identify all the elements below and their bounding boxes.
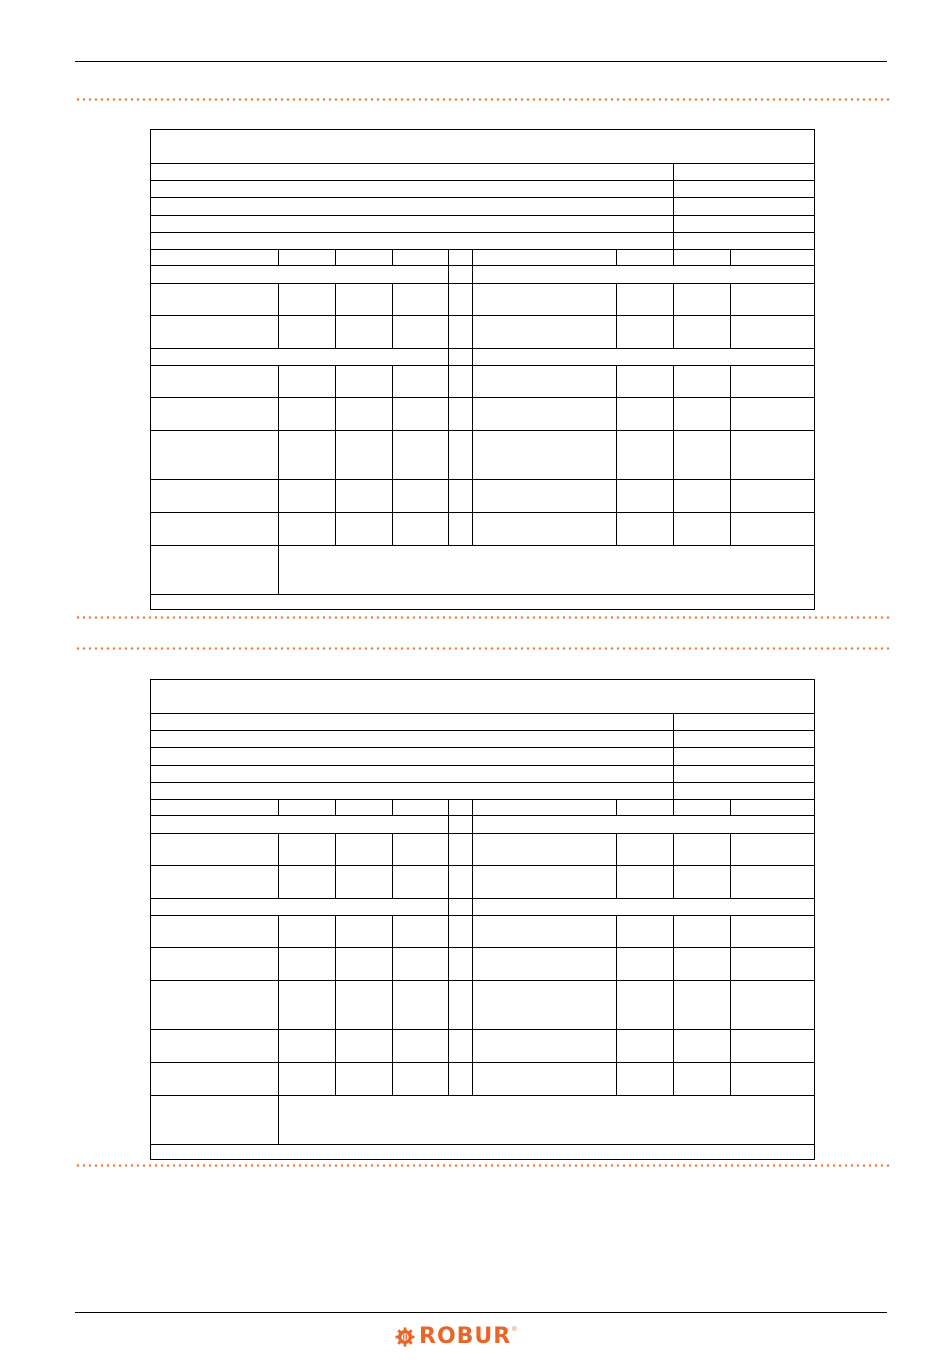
grid-column-line xyxy=(392,833,393,898)
grid-column-line xyxy=(392,799,393,815)
grid-column-line xyxy=(673,713,674,799)
grid-row-line xyxy=(151,163,814,164)
grid-column-line xyxy=(472,249,473,265)
grid-column-line xyxy=(392,365,393,545)
grid-column-line xyxy=(278,833,279,898)
grid-column-line xyxy=(730,249,731,265)
grid-column-line xyxy=(472,833,473,898)
grid-column-line xyxy=(448,799,449,815)
grid-row-line xyxy=(151,249,814,250)
grid-column-line xyxy=(472,915,473,1095)
grid-column-line xyxy=(335,799,336,815)
grid-row-line xyxy=(151,197,814,198)
grid-column-line xyxy=(673,833,674,898)
grid-row-line xyxy=(151,1062,814,1063)
grid-column-line xyxy=(448,898,449,915)
grid-row-line xyxy=(151,815,814,816)
grid-column-line xyxy=(616,799,617,815)
grid-column-line xyxy=(673,163,674,249)
grid-column-line xyxy=(392,249,393,265)
grid-column-line xyxy=(472,815,473,833)
grid-row-line xyxy=(151,1029,814,1030)
datasheet-1 xyxy=(150,129,815,610)
grid-row-line xyxy=(151,947,814,948)
grid-row-line xyxy=(151,915,814,916)
section-separator-top-1 xyxy=(75,98,890,101)
robur-gear-icon xyxy=(395,1327,415,1347)
grid-column-line xyxy=(448,915,449,1095)
grid-row-line xyxy=(151,365,814,366)
grid-row-line xyxy=(151,315,814,316)
grid-column-line xyxy=(448,348,449,365)
grid-column-line xyxy=(278,915,279,1095)
grid-column-line xyxy=(448,833,449,898)
grid-column-line xyxy=(392,283,393,348)
grid-column-line xyxy=(616,283,617,348)
grid-column-line xyxy=(616,833,617,898)
grid-row-line xyxy=(151,512,814,513)
grid-column-line xyxy=(616,915,617,1095)
section-separator-top-2 xyxy=(75,647,890,650)
grid-column-line xyxy=(335,283,336,348)
grid-column-line xyxy=(392,915,393,1095)
grid-column-line xyxy=(730,799,731,815)
grid-row-line xyxy=(151,479,814,480)
grid-column-line xyxy=(335,365,336,545)
section-separator-bottom-2 xyxy=(75,1164,890,1167)
grid-row-line xyxy=(151,782,814,783)
brand-name: ROBUR xyxy=(419,1324,512,1349)
grid-row-line xyxy=(151,594,814,595)
grid-row-line xyxy=(151,713,814,714)
grid-column-line xyxy=(730,365,731,545)
grid-column-line xyxy=(616,365,617,545)
grid-column-line xyxy=(335,833,336,898)
grid-column-line xyxy=(616,249,617,265)
grid-column-line xyxy=(673,915,674,1095)
brand-registered-mark: ® xyxy=(512,1327,517,1333)
grid-row-line xyxy=(151,545,814,546)
grid-column-line xyxy=(278,249,279,265)
grid-row-line xyxy=(151,283,814,284)
grid-column-line xyxy=(448,283,449,348)
grid-column-line xyxy=(335,915,336,1095)
grid-row-line xyxy=(151,232,814,233)
grid-row-line xyxy=(151,747,814,748)
grid-row-line xyxy=(151,833,814,834)
section-separator-bottom-1 xyxy=(75,616,890,619)
grid-row-line xyxy=(151,397,814,398)
grid-column-line xyxy=(673,283,674,348)
grid-column-line xyxy=(673,365,674,545)
grid-row-line xyxy=(151,980,814,981)
grid-row-line xyxy=(151,799,814,800)
grid-column-line xyxy=(472,265,473,283)
grid-row-line xyxy=(151,865,814,866)
footer-logo xyxy=(395,1325,517,1349)
grid-column-line xyxy=(472,898,473,915)
grid-column-line xyxy=(472,799,473,815)
grid-row-line xyxy=(151,1144,814,1145)
grid-column-line xyxy=(278,283,279,348)
grid-column-line xyxy=(472,365,473,545)
grid-column-line xyxy=(673,249,674,265)
grid-column-line xyxy=(448,265,449,283)
grid-column-line xyxy=(472,283,473,348)
grid-column-line xyxy=(448,815,449,833)
grid-column-line xyxy=(448,365,449,545)
grid-column-line xyxy=(730,283,731,348)
grid-row-line xyxy=(151,898,814,899)
grid-row-line xyxy=(151,265,814,266)
grid-column-line xyxy=(335,249,336,265)
grid-row-line xyxy=(151,430,814,431)
grid-column-line xyxy=(278,799,279,815)
datasheet-2 xyxy=(150,679,815,1160)
grid-column-line xyxy=(673,799,674,815)
grid-column-line xyxy=(448,249,449,265)
grid-row-line xyxy=(151,348,814,349)
footer-rule xyxy=(75,1312,887,1313)
grid-row-line xyxy=(151,1095,814,1096)
grid-row-line xyxy=(151,765,814,766)
grid-row-line xyxy=(151,180,814,181)
grid-column-line xyxy=(730,915,731,1095)
grid-column-line xyxy=(278,1095,279,1144)
grid-row-line xyxy=(151,215,814,216)
grid-column-line xyxy=(472,348,473,365)
grid-column-line xyxy=(278,545,279,594)
grid-row-line xyxy=(151,730,814,731)
grid-column-line xyxy=(730,833,731,898)
grid-column-line xyxy=(278,365,279,545)
header-rule xyxy=(75,61,887,62)
